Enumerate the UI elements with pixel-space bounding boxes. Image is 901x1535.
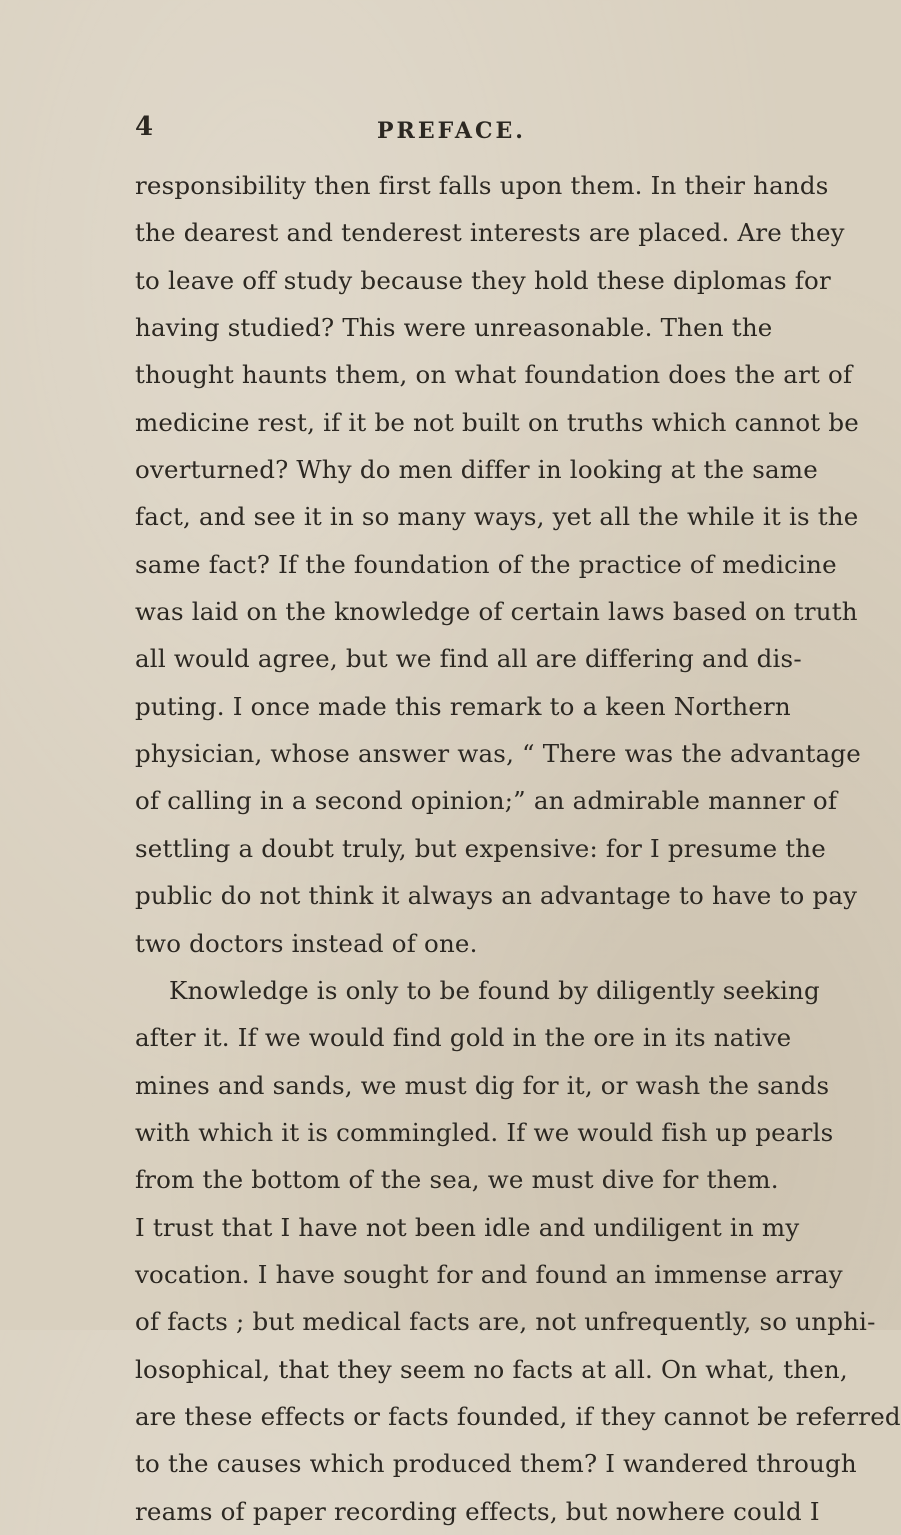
text-line: the dearest and tenderest interests are placed. Are they	[135, 218, 845, 248]
text-line: having studied? This were unreasonable. Then the	[135, 313, 773, 343]
text-line: fact, and see it in so many ways, yet all the while it is the	[135, 502, 859, 532]
paragraph-start-line: Knowledge is only to be found by diligently seeking	[169, 975, 820, 1005]
text-line: with which it is commingled. If we would fish up pearls	[135, 1117, 834, 1147]
body-text	[135, 162, 901, 1535]
page-number: 4	[135, 112, 154, 142]
text-line: puting. I once made this remark to a keen Northern	[135, 691, 791, 721]
text-line: vocation. I have sought for and found an immense array	[135, 1259, 843, 1289]
text-line: thought haunts them, on what foundation does the art of	[135, 360, 853, 390]
text-line: all would agree, but we find all are differing and dis-	[135, 644, 802, 674]
text-line: from the bottom of the sea, we must dive for them.	[135, 1165, 779, 1195]
text-line: of calling in a second opinion;” an admirable manner of	[135, 786, 838, 816]
text-line: mines and sands, we must dig for it, or wash the sands	[135, 1070, 830, 1100]
text-line: after it. If we would find gold in the ore in its native	[135, 1023, 792, 1053]
text-line: losophical, that they seem no facts at all. On what, then,	[135, 1354, 848, 1384]
paragraph-end-line: two doctors instead of one.	[135, 928, 478, 958]
text-line: physician, whose answer was, “ There was the advantage	[135, 739, 861, 769]
text-line: reams of paper recording effects, but nowhere could I	[135, 1496, 820, 1526]
text-line: medicine rest, if it be not built on truths which cannot be	[135, 407, 859, 437]
text-line: of facts ; but medical facts are, not unfrequently, so unphi-	[135, 1307, 876, 1337]
text-line: public do not think it always an advantage to have to pay	[135, 881, 858, 911]
text-line: overturned? Why do men differ in looking at the same	[135, 455, 818, 485]
text-line: same fact? If the foundation of the practice of medicine	[135, 549, 837, 579]
text-line: are these effects or facts founded, if they cannot be referred	[135, 1401, 901, 1431]
text-line: to the causes which produced them? I wandered through	[135, 1449, 857, 1479]
running-title: PREFACE.	[377, 118, 526, 144]
text-line: to leave off study because they hold these diplomas for	[135, 265, 831, 295]
running-head	[135, 112, 735, 152]
text-line: settling a doubt truly, but expensive: for I presume the	[135, 833, 826, 863]
text-line: responsibility then first falls upon them. In their hands	[135, 171, 829, 200]
text-line: I trust that I have not been idle and undiligent in my	[135, 1212, 800, 1242]
text-line: was laid on the knowledge of certain laws based on truth	[135, 597, 858, 627]
